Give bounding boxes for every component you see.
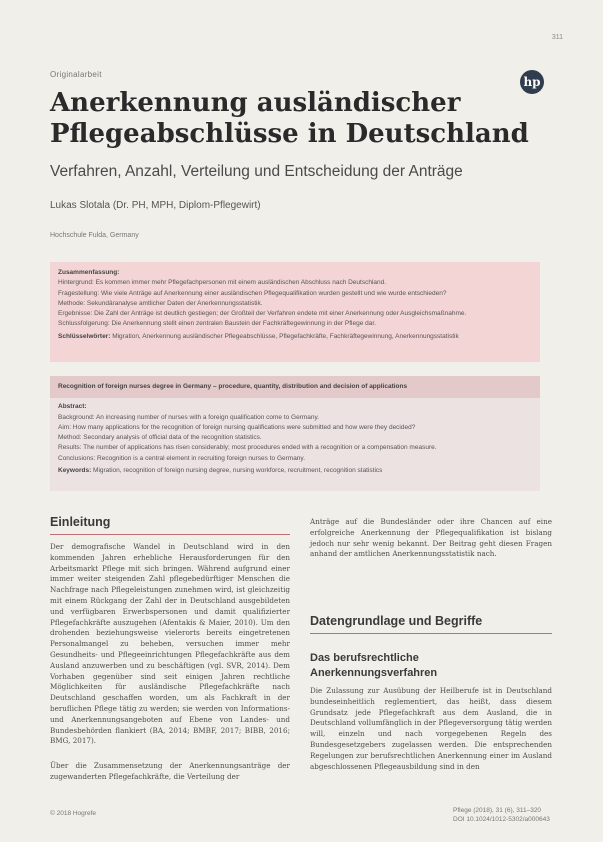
abstract-english-heading: Abstract: xyxy=(58,403,87,411)
abstract-german-keywords xyxy=(58,332,532,342)
author-affiliation: Hochschule Fulda, Germany xyxy=(50,232,139,239)
article-subtitle: Verfahren, Anzahl, Verteilung und Entscheidung der Anträge xyxy=(50,163,463,180)
keywords-label: Schlüsselwörter: xyxy=(58,332,111,340)
abstract-german-line: Ergebnisse: Die Zahl der Anträge ist deutlich gestiegen; der Großteil der Verfahren endete mit einer Anerkennung oder Ausgleichsmaßnahme. xyxy=(58,310,467,318)
abstract-german-line: Hintergrund: Es kommen immer mehr Pflegefachpersonen mit einem ausländischen Abschluss nach Deutschland. xyxy=(58,279,387,287)
abstract-english-line: Background: An increasing number of nurses with a foreign qualification come to Germany. xyxy=(58,413,320,421)
keywords-text: Migration, recognition of foreign nursing degree, nursing workforce, recruitment, recognition statistics xyxy=(93,467,383,475)
abstract-german-line: Fragestellung: Wie viele Anträge auf Anerkennung einer ausländischen Pflegequalifikation wurden gestellt und wie wurde entschieden? xyxy=(58,289,447,297)
section-divider xyxy=(310,633,552,634)
abstract-english-title: Recognition of foreign nurses degree in Germany – procedure, quantity, distribution and decision of applications xyxy=(50,376,540,398)
subsection-heading-procedure: Das berufsrechtliche Anerkennungsverfahren xyxy=(310,652,438,679)
introduction-text-continued: Über die Zusammensetzung der Anerkennungsanträge der zugewanderten Pflegefachkräfte, die Verteilung der xyxy=(50,761,290,781)
footer-copyright: © 2018 Hogrefe xyxy=(50,810,96,817)
introduction-text: Der demografische Wandel in Deutschland wird in den kommenden Jahren erhebliche Herausforderungen für den Arbeitsmarkt Pflege mit sich bringen. Während aufgrund einer immer weiter steigenden Zahl pflegebedürftiger Menschen die Nachfrage nach Pflegeleistungen zunehmen wird, ist gleichzeitig mit einem Rückgang der Zahl der in Deutschland ausgebildeten und verfügbaren Erwerbspersonen und damit qualifizierter Pflegefachkräfte auszugehen (Afentakis & Maier, 2010). Um den drohenden beziehungsweise vielerorts bereits eingetretenen Personalmangel zu beheben, versuchen immer mehr Gesundheits- und Pflegeeinrichtungen Pflegefachkräfte aus dem Ausland anzuwerben und zu beschäftigen (vgl. SVR, 2014). Dem Vorhaben gegenüber sind seit einigen Jahren rechtliche Möglichkeiten für ausländische Pflegefachkräfte nach Deutschland geschaffen worden, um als Fachkraft in der beruflichen Pflege tätig zu werden; sie werden von Informations- und Anerkennungsangeboten auf Ebene von Landes- und Bundesbehörden flankiert (BA, 2014; BMBF, 2017; BIBB, 2016; BMG, 2017). xyxy=(50,542,290,746)
article-title: Anerkennung ausländischer Pflegeabschlüsse in Deutschland xyxy=(50,88,529,149)
footer-citation: Pflege (2018), 31 (6), 311–320 DOI 10.1024/1012-5302/a000643 xyxy=(453,807,550,823)
publisher-logo-icon: hp xyxy=(520,70,544,94)
abstract-english-keywords xyxy=(58,466,532,476)
page-number: 311 xyxy=(551,34,563,41)
keywords-label: Keywords: xyxy=(58,467,92,475)
article-authors: Lukas Slotala (Dr. PH, MPH, Diplom-Pflegewirt) xyxy=(50,200,261,211)
keywords-text: Migration, Anerkennung ausländischer Pflegeabschlüsse, Pflegefachkräfte, Fachkräftegewinnung, Anerkennungsstatistik xyxy=(112,332,459,340)
abstract-german-line: Schlussfolgerung: Die Anerkennung stellt einen zentralen Baustein der Fachkräftegewinnung in der Pflege dar. xyxy=(58,320,376,328)
abstract-german-line: Methode: Sekundäranalyse amtlicher Daten der Anerkennungsstatistik. xyxy=(58,299,263,307)
section-heading-data: Datengrundlage und Begriffe xyxy=(310,614,483,628)
abstract-english-line: Results: The number of applications has risen considerably; most procedures ended with a recognition or a compensation measure. xyxy=(58,444,437,452)
abstract-english-line: Aim: How many applications for the recognition of foreign nursing qualifications were submitted and how were they decided? xyxy=(58,423,416,431)
abstract-english xyxy=(50,376,540,491)
abstract-english-line: Conclusions: Recognition is a central element in recruiting foreign nurses to Germany. xyxy=(58,454,305,462)
article-category: Originalarbeit xyxy=(50,70,102,79)
abstract-german xyxy=(50,262,540,362)
procedure-text: Die Zulassung zur Ausübung der Heilberufe ist in Deutschland bundeseinheitlich reglementiert, das heißt, dass diesem Grundsatz jede Pflegefachkraft aus dem Ausland, die in Deutschland vollumfänglich in der Pflegeversorgung tätig werden will, einzeln und nach vorgegebenen Regeln des Bundesgesetzgebers zugelassen werden. Die entsprechenden Regelungen zur berufsrechtlichen Anerkennung einer im Ausland abgeschlossenen Pflegeausbildung sind in den xyxy=(310,686,552,771)
abstract-english-line: Method: Secondary analysis of official data of the recognition statistics. xyxy=(58,434,262,442)
section-heading-introduction: Einleitung xyxy=(50,515,111,529)
abstract-german-heading: Zusammenfassung: xyxy=(58,269,120,276)
section-divider xyxy=(50,534,290,535)
right-column-text: Anträge auf die Bundesländer oder ihre Chancen auf eine erfolgreiche Anerkennung der Pflegequalifikation ist bislang jedoch nur sehr wenig bekannt. Der Beitrag geht diesen Fragen anhand der amtlichen Anerkennungsstatistik nach. xyxy=(310,517,552,559)
